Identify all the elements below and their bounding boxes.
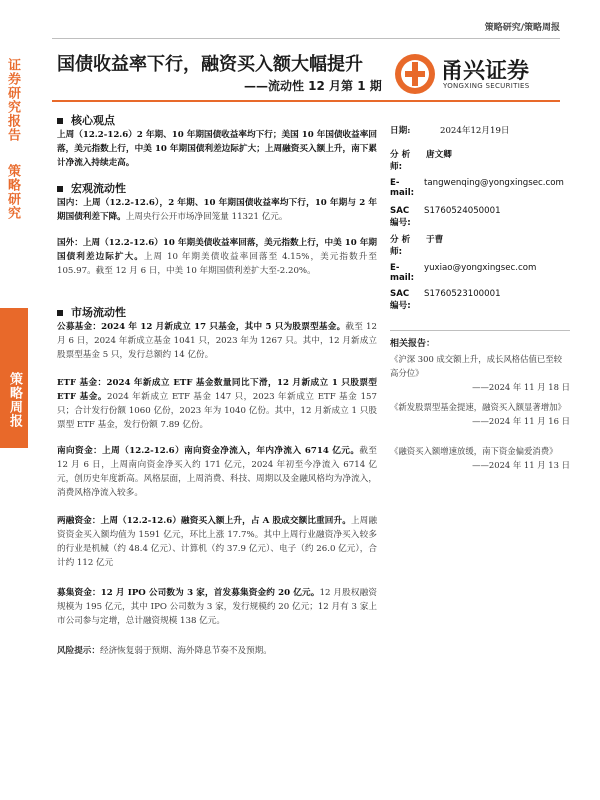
related-item[interactable] — [390, 352, 570, 394]
analyst-1 — [390, 148, 570, 238]
fundraising-bold: 募集资金：12 月 IPO 公司数为 3 家，首发募集资金约 20 亿元。 — [57, 588, 320, 598]
sidebar-label-report: 证券研究报告 — [5, 58, 20, 142]
date-row — [390, 124, 570, 138]
section-market: 市场流动性 — [57, 304, 126, 320]
header-divider — [52, 100, 560, 102]
paragraph-fundraising — [57, 586, 377, 628]
paragraph-core — [57, 128, 377, 170]
email-value[interactable]: yuxiao@yongxingsec.com — [424, 263, 537, 273]
email-label: E-mail: — [390, 263, 415, 283]
related-divider — [390, 330, 570, 331]
southbound-bold: 南向资金：上周（12.2-12.6）南向资金净流入，年内净流入 6714 亿元。 — [57, 446, 360, 456]
logo-name-cn: 甬兴证券 — [441, 59, 530, 84]
sac-value: S1760524050001 — [424, 206, 501, 216]
foreign-text: 上周 10 年期美债收益率回落至 4.15%，美元指数升至 105.97。截至 12 月 6 日，中美 10 年期国债利差扩大至-2.20%。 — [57, 252, 377, 276]
related-item-date: ——2024 年 11 月 13 日 — [472, 460, 570, 470]
related-item-date: ——2024 年 11 月 16 日 — [472, 416, 570, 426]
email-label: E-mail: — [390, 178, 415, 198]
analyst-name: 于曹 — [426, 235, 444, 245]
report-title: 国债收益率下行，融资买入额大幅提升 — [57, 54, 363, 75]
analyst-name: 唐文卿 — [426, 150, 452, 160]
domestic-text: 上周央行公开市场净回笼量 11321 亿元。 — [125, 212, 288, 222]
risk-warning — [57, 644, 272, 656]
domestic-bold: 国内：上周（12.2-12.6），2 年期、10 年期国债收益率均下行，10 年期与 2 年期国债利差下降。 — [57, 198, 377, 222]
risk-label: 风险提示： — [57, 646, 100, 656]
fundraising-text: 12 月股权融资规模为 195 亿元，其中 IPO 公司数为 3 家，发行规模约 20 亿元；12 月有 3 家上市公司参与定增，总计融资规模 138 亿元。 — [57, 588, 378, 626]
etf-bold: ETF 基金：2024 年新成立 ETF 基金数量同比下滑，12 月新成立 1 只股票型 ETF 基金。 — [57, 378, 377, 402]
sac-label: SAC 编号: — [390, 206, 411, 228]
analyst-label: 分 析 师: — [390, 235, 411, 257]
paragraph-foreign — [57, 236, 377, 278]
date-label: 日期: — [390, 126, 411, 136]
etf-text: 2024 年新成立 ETF 基金 147 只，2023 年新成立 ETF 基金 157 只；合计发行份额 1060 亿份，2023 年为 1040 亿份。其中，12 月新成立 1 只股票型 ETF 基金，发行份额 7.89 亿份。 — [57, 392, 377, 430]
margin-text: 上周融资资金买入额均值为 1591 亿元，环比上涨 17.7%。其中上周行业融资净买入较多的行业是机械（约 48.4 亿元）、计算机（约 37.9 亿元）、电子（约 26.0 亿元），合计约 112 亿元 — [57, 516, 377, 568]
section-macro: 宏观流动性 — [57, 180, 126, 196]
report-subtitle: ——流动性 12 月第 1 期 — [244, 79, 382, 93]
related-item-title[interactable]: 《融资买入额增速放缓，南下资金偏爱消费》 — [390, 446, 558, 456]
sidebar-orange-block — [0, 308, 28, 448]
sidebar-top — [0, 50, 24, 308]
core-summary: 上周（12.2-12.6）2 年期、10 年期国债收益率均下行；美国 10 年国债收益率回落，美元指数上行，中美 10 年期国债利差边际扩大；上周融资买入额上升，南下累计净流入持续走高。 — [57, 130, 377, 168]
sac-value: S1760523100001 — [424, 289, 501, 299]
related-item-title[interactable]: 《沪深 300 成交额上升，成长风格估值已至较高分位》 — [390, 354, 563, 378]
margin-bold: 两融资金：上周（12.2-12.6）融资买入额上升，占 A 股成交额比重回升。 — [57, 516, 351, 526]
paragraph-margin — [57, 514, 377, 570]
related-item[interactable] — [390, 444, 570, 472]
related-title: 相关报告： — [390, 339, 436, 349]
date-value: 2024年12月19日 — [440, 126, 510, 136]
southbound-text: 截至 12 月 6 日，上周南向资金净买入约 171 亿元，2024 年初至今净流入 6714 亿元，创历史年度新高。风格层面，上周消费、科技、周期以及金融风格均为净流入，消费风格净流入较多。 — [57, 446, 377, 498]
company-logo — [393, 52, 563, 102]
paragraph-public-funds — [57, 320, 377, 362]
risk-text: 经济恢复弱于预期、海外降息节奏不及预期。 — [99, 646, 272, 656]
paragraph-southbound — [57, 444, 377, 500]
sidebar-label-strategy: 策略研究 — [5, 164, 20, 220]
sac-label: SAC 编号: — [390, 289, 411, 311]
top-divider — [52, 38, 560, 39]
related-item-title[interactable]: 《新发股票型基金提速，融资买入额显著增加》 — [390, 402, 566, 412]
paragraph-domestic — [57, 196, 377, 224]
sidebar-label-weekly: 策略周报 — [7, 372, 22, 428]
email-value[interactable]: tangwenqing@yongxingsec.com — [424, 178, 564, 188]
report-category: 策略研究/策略周报 — [484, 23, 560, 33]
analyst-2 — [390, 233, 570, 323]
foreign-bold: 国外：上周（12.2-12.6）10 年期美债收益率回落，美元指数上行，中美 10 年期国债利差边际扩大。 — [57, 238, 377, 262]
related-item[interactable] — [390, 400, 570, 428]
section-core: 核心观点 — [57, 112, 115, 128]
public-funds-bold: 公募基金：2024 年 12 月新成立 17 只基金，其中 5 只为股票型基金。 — [57, 322, 346, 332]
analyst-label: 分 析 师: — [390, 150, 411, 172]
logo-name-en: YONGXING SECURITIES — [443, 82, 530, 90]
public-funds-text: 截至 12 月 6 日，2024 年新成立基金 1041 只，2023 年为 1267 只。其中，12 月新成立股票型基金 5 只，发行总额约 14 亿份。 — [57, 322, 377, 360]
logo-mark-icon — [393, 52, 437, 96]
related-item-date: ——2024 年 11 月 18 日 — [472, 382, 570, 392]
paragraph-etf — [57, 376, 377, 432]
